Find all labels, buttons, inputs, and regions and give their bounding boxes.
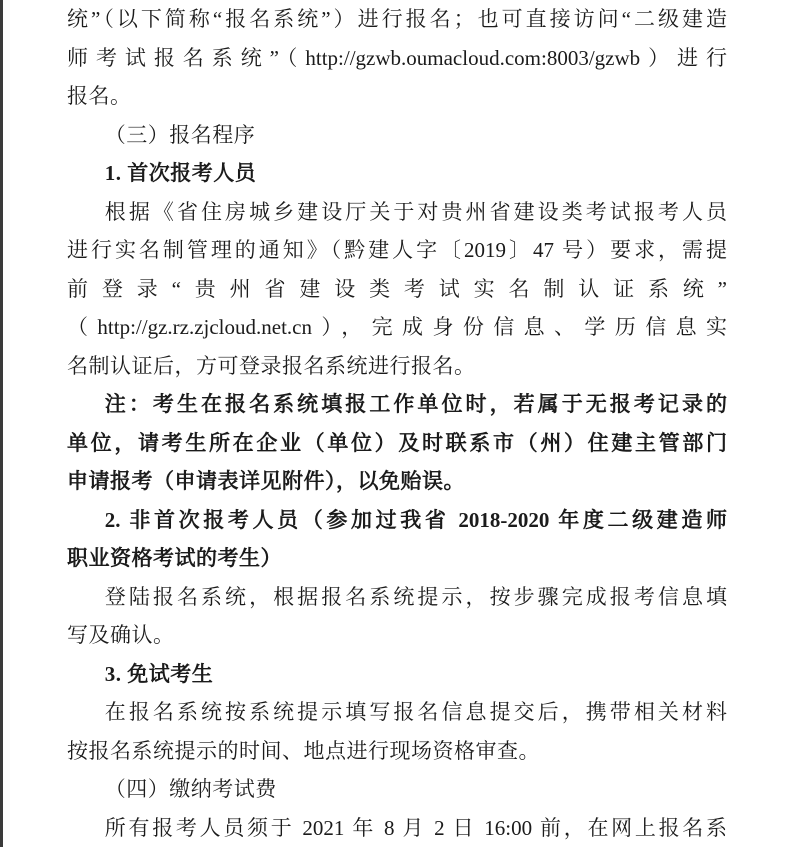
document-line: 1. 首次报考人员 [104,161,257,185]
document-line: 在报名系统按系统提示填写报名信息提交后，携带相关材料 [104,700,727,724]
document-line: 所有报考人员须于 2021 年 8 月 2 日 16:00 前，在网上报名系 [104,815,727,840]
document-line: 职业资格考试的考生） [67,546,282,570]
document-body [67,0,727,847]
document-line: （http://gz.rz.zjcloud.net.cn），完成身份信息、学历信息实 [67,315,727,339]
document-line: 3. 免试考生 [104,661,214,686]
document-line: 报名。 [67,84,132,108]
document-line: 名制认证后，方可登录报名系统进行报名。 [67,353,476,378]
document-line: 写及确认。 [67,623,175,647]
document-line: 统”（以下简称“报名系统”）进行报名；也可直接访问“二级建造 [67,7,727,31]
document-line: 2. 非首次报考人员（参加过我省 2018-2020 年度二级建造师 [104,507,727,532]
document-line: 申请报考（申请表详见附件），以免贻误。 [67,469,465,493]
page-edge-line [0,0,3,847]
document-line: （三）报名程序 [104,122,256,147]
document-line: 单位，请考生所在企业（单位）及时联系市（州）住建主管部门 [67,430,727,455]
document-line: （四）缴纳考试费 [104,777,277,801]
document-line: 登陆报名系统，根据报名系统提示，按步骤完成报考信息填 [104,584,727,609]
document-line: 按报名系统提示的时间、地点进行现场资格审查。 [67,738,540,763]
document-line: 根据《省住房城乡建设厅关于对贵州省建设类考试报考人员 [104,199,727,224]
document-line: 进行实名制管理的通知》（黔建人字〔2019〕47 号）要求，需提 [67,238,727,262]
document-line: 注：考生在报名系统填报工作单位时，若属于无报考记录的 [104,392,727,416]
document-line: 前登录“贵州省建设类考试实名制认证系统” [67,276,727,301]
document-line: 师考试报名系统”（http://gzwb.oumacloud.com:8003/gzwb）进行 [67,45,727,70]
